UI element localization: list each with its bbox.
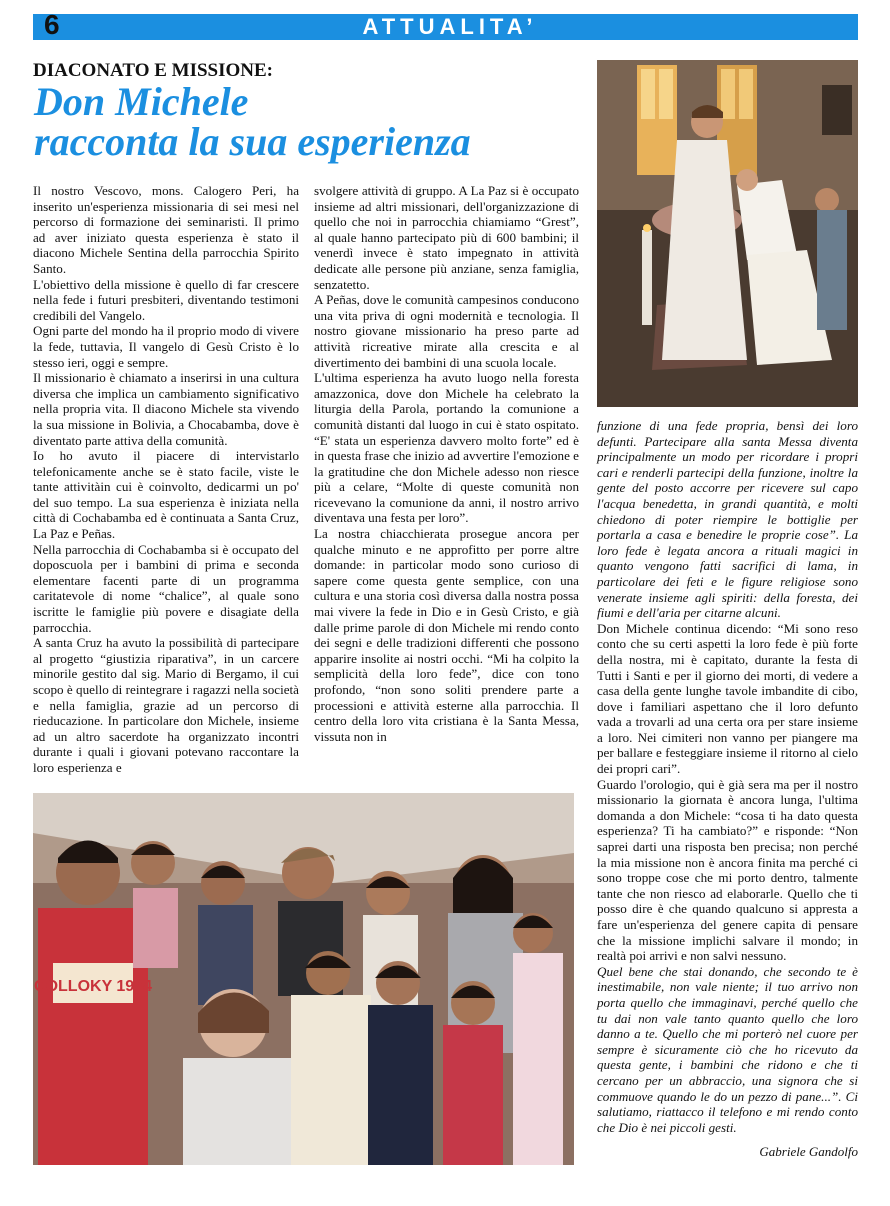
article-kicker: DIACONATO E MISSIONE: [33,60,274,81]
paragraph: Ogni parte del mondo ha il proprio modo di vivere la fede, tuttavia, Il vangelo di Gesù Cristo è lo stesso ieri, oggi e sempre. [33,323,299,370]
paragraph: svolgere attività di gruppo. A La Paz si è occupato insieme ad altri missionari, dell'organizzazione di quello che noi in parrocchia chiamiamo “Grest”, al quale hanno partecipato più di 600 bambini; il venerdì invece è stato impegnato in attività dedicate alle persone più anziane, senza famiglia, senzatetto. [314,183,579,292]
paragraph: Don Michele continua dicendo: “Mi sono reso conto che su certi aspetti la loro fede è più forte della nostra, mi è capitato, durante la festa di Tutti i Santi e per il giorno dei morti, di vedere a casa della gente lunghe tavole imbandite di cibo, dove i familiari aspettano che il loro defunto vada a trovarli ad una certa ora per stare insieme a loro. Nei cimiteri non vanno per piangere ma per ballare e festeggiare insieme il ritorno al cielo dei propri cari”. [597,620,858,777]
article-headline [34,79,594,164]
article-column-1 [33,183,299,776]
paragraph: Guardo l'orologio, qui è già sera ma per il nostro missionario la giornata è ancora lunga, l'ultima domanda a don Michele: “cosa ti ha dato questa esperienza? Ti ha cambiato?” e risponde: “Non saprei darti una risposta ben precisa; non perché la mia missione non è ancora finita ma perché ci sono troppe cose che mi porto dentro, talmente tante che non riesco ad elaborarle. Quello che ti posso dire è che quando qualcuno si appresta a fare un'esperienza del genere capita di pensare che la missione implichi salvare il mondo; in realtà poi arrivi e non salvi nessuno. [597,776,858,964]
paragraph: L'obiettivo della missione è quello di far crescere nella fede i futuri presbiteri, diventando testimoni credibili del Vangelo. [33,276,299,323]
paragraph: La nostra chiacchierata prosegue ancora per qualche minuto e ne approfitto per porre altre domande: in particolar modo sono curioso di sapere come questa gente semplice, con una cultura e una storia così diversa dalla nostra possa mai vivere la fede in Dio e in Gesù Cristo, e già dalle prime parole di don Michele mi rendo conto dei segni e delle tradizioni differenti che possono apparire insolite ai nostri occhi. “Mi ha colpito la semplicità della loro fede”, dice con tono profondo, “non sono soliti prendere parte a processioni e attività esterne alla parrocchia. Il centro della loro vita cristiana è la Santa Messa, vissuta non in [314,526,579,744]
paragraph: Quel bene che stai donando, che secondo te è inestimabile, non vale niente; il tuo arrivo non porta quello che immaginavi, perché quello che tu dai non vale tanto quanto quello che loro danno a te. Quello che mi porterò nel cuore per sempre è sicuramente ciò che ho ricevuto da questa gente, i bambini che ridono e che ti cercano per un abbraccio, una signora che si commuove quando le do un pezzo di pane...”. Ci salutiamo, riattacco il telefono e mi rendo conto che Dio è nei piccoli gesti. [597,963,858,1135]
children-group [34,841,563,1166]
section-title: ATTUALITA’ [362,14,538,39]
paragraph: funzione di una fede propria, bensì dei loro defunti. Partecipare alla santa Messa diventa principalmente un modo per ricordare i propri cari e renderli partecipi della funzione, inoltre la gente del posto accorre per ricevere sul capo l'acqua benedetta, in grandi quantità, e molti chiedono di poter riempire le bottiglie per portarla a casa e benedire le proprie cose”. La loro fede è legata ancora a rituali magici in quanto vengono fatti sacrifici di lama, in particolare dei feti e le figure religiose sono venerate insieme agli spiriti: della foresta, dei fiumi e dell'aria per citarne alcuni. [597,418,858,621]
paragraph: Nella parrocchia di Cochabamba si è occupato del doposcuola per i bambini di prima e seconda elementare facenti parte di un programma caritatevole di nome “chalice”, al quale sono iscritte le famiglie più povere e disagiate della parrocchia. [33,541,299,635]
paragraph: A Peñas, dove le comunità campesinos conducono una vita priva di ogni modernità e tecnologia. Il nostro giovane missionario ha preso parte ad attività ricreative mirate alla crescita e al divertimento dei bambini di una scuola locale. [314,292,579,370]
paragraph: A santa Cruz ha avuto la possibilità di partecipare al progetto “giustizia riparativa”, in un carcere minorile gestito dal sig. Mario di Bergamo, il cui scopo è quello di reintegrare i ragazzi nella società e nella famiglia, grazie ad un percorso di rieducazione. In particolare don Michele, insieme ad un altro sacerdote ha organizzato incontri durante i quali i giovani potevano raccontare la loro esperienza e [33,635,299,775]
article-column-3 [597,418,858,1135]
svg-text:COLLOKY 1974: COLLOKY 1974 [34,978,152,995]
group-photo-illustration [33,793,574,1165]
paragraph: L'ultima esperienza ha avuto luogo nella foresta amazzonica, dove don Michele ha celebrato la liturgia della Parola, portando la comunione a comunità distanti dal luogo in cui è stato ospitato. “E' stata un esperienza davvero molto forte” ed è in questa frase che inizio ad avvertire l'emozione e la gratitudine che don Michele adesso non riesce più a celare, “Molte di queste comunità non ricevevano la comunione da anni, il nostro arrivo diventava una festa per loro”. [314,370,579,526]
baptism-photo [597,60,858,407]
paragraph: Io ho avuto il piacere di intervistarlo telefonicamente anche se è stato facile, viste le tante attivitàin cui è coinvolto, dedicarmi un po' del suo tempo. La sua esperienza è iniziata nella città di Cochabamba ed è continuata a Santa Cruz, La Paz e Peñas. [33,448,299,542]
article-author: Gabriele Gandolfo [759,1144,858,1159]
article-column-2 [314,183,579,744]
headline-line-2: racconta la sua esperienza [34,119,471,164]
paragraph: Il nostro Vescovo, mons. Calogero Peri, ha inserito un'esperienza missionaria di sei mesi nel percorso di formazione dei seminaristi. Il primo ad aver iniziato questa esperienza è stato il diacono Michele Sentina della parrocchia Spirito Santo. [33,183,299,276]
paragraph: Il missionario è chiamato a inserirsi in una cultura diversa che implica un cambiamento significativo nella propria vita. Il diacono Michele sta vivendo la sua missione in Bolivia, a Chocabamba, dove è diventato parte attiva della comunità. [33,370,299,448]
group-photo [33,793,574,1165]
page-number: 6 [44,9,60,40]
headline-line-1: Don Michele [34,79,249,124]
baptism-photo-illustration [597,60,858,407]
